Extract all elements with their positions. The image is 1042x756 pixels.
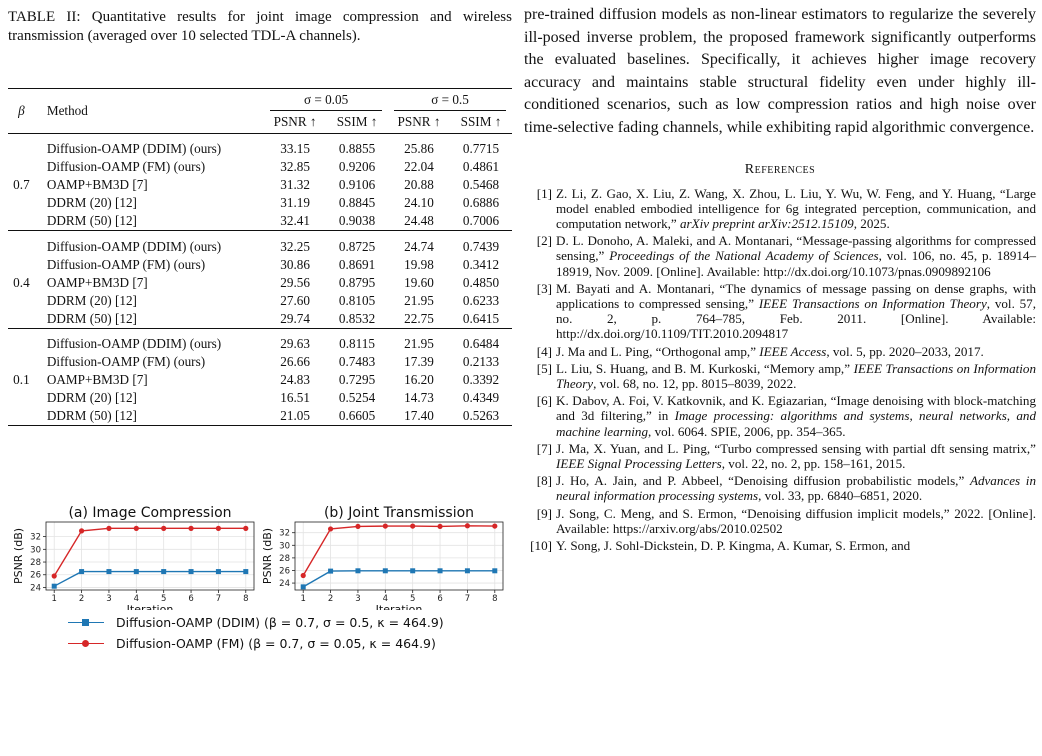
reference-number: [10]	[530, 538, 552, 554]
ssim-cell: 0.8795	[338, 274, 376, 290]
method-cell: Diffusion-OAMP (FM) (ours)	[46, 159, 206, 175]
ssim-cell: 0.4861	[462, 159, 500, 175]
psnr-cell: 22.75	[404, 310, 434, 326]
plot-compression	[12, 505, 254, 610]
reference-item	[524, 538, 1036, 553]
circle-marker-icon	[82, 640, 89, 647]
reference-list	[524, 186, 1036, 554]
beta-cell	[8, 407, 35, 426]
x-tick-label: 8	[243, 594, 249, 604]
ssim-cell: 0.7483	[338, 354, 376, 370]
reference-number: [1]	[536, 185, 552, 201]
sigma-header-2-label: σ = 0.5	[394, 90, 506, 111]
x-axis-label: Iteration	[126, 603, 174, 610]
data-point	[161, 569, 166, 574]
table-row	[8, 176, 512, 194]
reference-venue: IEEE Transactions on Information Theory	[556, 360, 1036, 391]
sigma-header-1	[264, 89, 388, 112]
reference-text: Y. Song, J. Sohl-Dickstein, D. P. Kingma, A. Kumar, S. Ermon, and	[556, 538, 911, 554]
beta-cell	[8, 353, 35, 371]
data-point	[492, 523, 497, 528]
table-header-row-1	[8, 89, 512, 112]
legend-label-ddim: Diffusion-OAMP (DDIM) (β = 0.7, σ = 0.5, κ = 464.9)	[116, 615, 444, 630]
x-tick-label: 5	[160, 594, 167, 604]
reference-details: , vol. 22, no. 2, pp. 158–161, 2015.	[721, 456, 906, 472]
x-tick-label: 4	[133, 594, 140, 604]
ssim-cell: 0.6415	[462, 310, 500, 326]
data-point	[79, 528, 84, 533]
psnr-cell: 24.10	[404, 195, 434, 211]
psnr-cell: 29.63	[264, 328, 326, 353]
ssim-cell: 0.8725	[326, 231, 388, 256]
ssim-cell: 0.9106	[338, 177, 376, 193]
reference-text: J. Song, C. Meng, and S. Ermon, “Denoising diffusion implicit models,” 2022. [Online]. Available: https://arxiv.org/abs/2010.02502	[556, 505, 1036, 536]
reference-venue: IEEE Signal Processing Letters	[556, 456, 722, 472]
legend-item-ddim	[66, 612, 444, 633]
reference-text: J. Ho, A. Jain, and P. Abbeel, “Denoising diffusion probabilistic models,”	[556, 473, 970, 489]
beta-cell	[8, 310, 35, 329]
ssim-header: SSIM ↑	[460, 114, 502, 129]
x-tick-label: 1	[300, 594, 306, 604]
ssim-cell: 0.8532	[338, 310, 376, 326]
psnr-cell: 29.56	[280, 274, 310, 290]
reference-details: , vol. 57, no. 2, p. 764–785, Feb. 2011. [Online]. Available: http://dx.doi.org/10.1109/TIT.2010.2094817	[556, 295, 1036, 342]
table-row	[8, 371, 512, 389]
method-header: Method	[35, 89, 264, 134]
psnr-cell: 16.51	[280, 390, 310, 406]
method-cell: DDRM (20) [12]	[46, 195, 137, 211]
plot-title: (b) Joint Transmission	[323, 505, 475, 521]
psnr-cell: 27.60	[280, 292, 310, 308]
plot-transmission	[261, 505, 503, 610]
psnr-cell: 33.15	[264, 134, 326, 159]
reference-text: M. Bayati and A. Montanari, “The dynamics of message passing on dense graphs, with applications to compressed sensing,”	[556, 280, 1036, 311]
data-point	[79, 569, 84, 574]
ssim-cell: 0.8105	[338, 292, 376, 308]
series-line-fm	[303, 526, 495, 576]
data-point	[243, 526, 248, 531]
beta-header: β	[8, 89, 35, 134]
plot-frame	[46, 522, 254, 590]
reference-item	[524, 233, 1036, 279]
data-point	[301, 584, 306, 589]
table-row	[8, 134, 512, 159]
data-point	[52, 573, 57, 578]
data-point	[492, 568, 497, 573]
data-point	[383, 523, 388, 528]
legend-item-fm	[66, 633, 444, 654]
table-row	[8, 407, 512, 426]
psnr-cell: 22.04	[404, 159, 434, 175]
beta-cell	[8, 256, 35, 274]
reference-details: , vol. 6064. SPIE, 2006, pp. 354–365.	[648, 423, 846, 439]
references-heading-label: References	[744, 161, 816, 177]
table-row	[8, 328, 512, 353]
ssim-cell: 0.6233	[462, 292, 500, 308]
sigma-header-1-label: σ = 0.05	[270, 90, 382, 111]
x-tick-label: 5	[409, 594, 416, 604]
method-cell: OAMP+BM3D [7]	[46, 274, 148, 290]
y-axis-label: PSNR (dB)	[12, 527, 25, 585]
ssim-cell: 0.8691	[338, 256, 376, 272]
reference-details: , vol. 5, pp. 2020–2033, 2017.	[826, 343, 984, 359]
ssim-cell: 0.3392	[462, 372, 500, 388]
psnr-cell: 24.74	[388, 231, 450, 256]
reference-item	[524, 344, 1036, 359]
y-tick-label: 30	[30, 545, 41, 556]
method-cell: DDRM (50) [12]	[46, 213, 137, 229]
y-tick-label: 28	[279, 553, 290, 564]
psnr-cell: 31.19	[280, 195, 310, 211]
ssim-cell: 0.7715	[450, 134, 512, 159]
psnr-cell: 24.83	[280, 372, 310, 388]
data-point	[188, 526, 193, 531]
reference-text: K. Dabov, A. Foi, V. Katkovnik, and K. Egiazarian, “Image denoising with block-matching and 3d filtering,” in	[556, 393, 1036, 424]
reference-venue: IEEE Transactions on Information Theory	[758, 295, 987, 311]
beta-cell	[8, 292, 35, 310]
ssim-cell: 0.6605	[326, 407, 388, 426]
data-point	[134, 526, 139, 531]
data-point	[52, 584, 57, 589]
reference-number: [9]	[536, 505, 552, 521]
psnr-cell: 21.95	[388, 328, 450, 353]
method-cell: OAMP+BM3D [7]	[46, 177, 148, 193]
psnr-cell: 21.05	[264, 407, 326, 426]
reference-venue: Proceedings of the National Academy of Sciences	[609, 248, 879, 264]
reference-text: J. Ma, X. Yuan, and L. Ping, “Turbo compressed sensing with partial dft sensing matrix,”	[556, 440, 1036, 456]
table-row	[8, 212, 512, 231]
method-cell: DDRM (20) [12]	[46, 390, 137, 406]
reference-details: , vol. 33, pp. 6840–6851, 2020.	[758, 488, 923, 504]
beta-cell: 0.7	[13, 177, 30, 193]
psnr-cell: 30.86	[280, 256, 310, 272]
ssim-cell: 0.8115	[326, 328, 388, 353]
x-tick-label: 6	[188, 594, 194, 604]
psnr-cell: 21.95	[404, 292, 434, 308]
psnr-cell: 17.39	[404, 354, 434, 370]
table-row	[8, 353, 512, 371]
beta-cell	[8, 134, 35, 159]
sigma-header-2	[388, 89, 512, 112]
reference-text: D. L. Donoho, A. Maleki, and A. Montanari, “Message-passing algorithms for compressed sensing,”	[556, 233, 1036, 264]
ssim-cell: 0.2133	[462, 354, 500, 370]
reference-details: , vol. 106, no. 45, p. 18914–18919, Nov. 2009. [Online]. Available: http://dx.doi.org/10.1073/pnas.0909892106	[556, 248, 1037, 279]
ssim-cell: 0.8855	[326, 134, 388, 159]
psnr-cell: 19.98	[404, 256, 434, 272]
psnr-header: PSNR ↑	[397, 114, 441, 129]
beta-cell	[8, 194, 35, 212]
plot-frame	[295, 522, 503, 590]
psnr-cell: 26.66	[280, 354, 310, 370]
beta-cell	[8, 212, 35, 231]
data-point	[106, 526, 111, 531]
reference-item	[524, 441, 1036, 471]
beta-cell: 0.4	[13, 274, 30, 290]
beta-cell: 0.1	[13, 372, 30, 388]
ssim-cell: 0.4349	[462, 390, 500, 406]
legend-label-fm: Diffusion-OAMP (FM) (β = 0.7, σ = 0.05, κ = 464.9)	[116, 636, 436, 651]
reference-number: [7]	[536, 440, 552, 456]
ssim-cell: 0.7295	[338, 372, 376, 388]
table-row	[8, 231, 512, 256]
reference-number: [4]	[536, 343, 552, 359]
reference-venue: Image processing: algorithms and systems, neural networks, and machine learning	[556, 408, 1036, 439]
data-point	[383, 568, 388, 573]
right-column	[524, 0, 1036, 555]
method-cell: Diffusion-OAMP (DDIM) (ours)	[35, 231, 264, 256]
method-cell: DDRM (20) [12]	[46, 292, 137, 308]
y-tick-label: 30	[279, 541, 290, 552]
psnr-cell: 24.48	[404, 213, 434, 229]
beta-cell	[8, 158, 35, 176]
psnr-header: PSNR ↑	[273, 114, 317, 129]
x-tick-label: 2	[78, 594, 85, 604]
y-tick-label: 32	[30, 532, 41, 543]
ssim-cell: 0.7006	[462, 213, 500, 229]
data-point	[134, 569, 139, 574]
plot-legend	[66, 612, 444, 654]
x-axis-label: Iteration	[375, 603, 423, 610]
reference-item	[524, 506, 1036, 536]
data-point	[106, 569, 111, 574]
y-tick-label: 26	[279, 566, 290, 577]
ssim-cell: 0.6484	[450, 328, 512, 353]
x-tick-label: 7	[464, 594, 471, 604]
data-point	[328, 526, 333, 531]
y-tick-label: 28	[30, 558, 41, 569]
beta-cell	[8, 231, 35, 256]
data-point	[465, 523, 470, 528]
ssim-cell: 0.5468	[462, 177, 500, 193]
reference-text: L. Liu, S. Huang, and B. M. Kurkoski, “Memory amp,”	[556, 360, 854, 376]
psnr-cell: 19.60	[404, 274, 434, 290]
psnr-cell: 17.40	[388, 407, 450, 426]
psnr-cell: 29.74	[280, 310, 310, 326]
y-axis-label: PSNR (dB)	[261, 527, 274, 585]
table-row	[8, 194, 512, 212]
y-tick-label: 24	[30, 583, 41, 594]
table-row	[8, 274, 512, 292]
results-table	[8, 88, 512, 426]
reference-details: , 2025.	[853, 215, 890, 231]
reference-details: , vol. 68, no. 12, pp. 8015–8039, 2022.	[593, 376, 797, 391]
table-row	[8, 389, 512, 407]
square-marker-icon	[82, 619, 89, 626]
method-cell: DDRM (50) [12]	[46, 310, 137, 326]
x-tick-label: 1	[51, 594, 57, 604]
method-cell: Diffusion-OAMP (FM) (ours)	[46, 354, 206, 370]
psnr-cell: 32.25	[264, 231, 326, 256]
ssim-cell: 0.7439	[450, 231, 512, 256]
psnr-cell: 25.86	[388, 134, 450, 159]
data-point	[161, 526, 166, 531]
reference-text: J. Ma and L. Ping, “Orthogonal amp,”	[556, 343, 760, 359]
series-line-fm	[54, 528, 246, 576]
x-tick-label: 3	[106, 594, 112, 604]
psnr-cell: 31.32	[280, 177, 310, 193]
data-point	[355, 568, 360, 573]
method-cell: DDRM (50) [12]	[35, 407, 264, 426]
data-point	[410, 523, 415, 528]
psnr-cell: 20.88	[404, 177, 434, 193]
method-cell: Diffusion-OAMP (FM) (ours)	[46, 256, 206, 272]
data-point	[438, 568, 443, 573]
x-tick-label: 6	[437, 594, 443, 604]
beta-cell	[8, 328, 35, 353]
ssim-cell: 0.3412	[462, 256, 500, 272]
method-cell: OAMP+BM3D [7]	[46, 372, 148, 388]
reference-number: [8]	[536, 473, 552, 489]
plots-svg	[8, 500, 512, 610]
reference-number: [6]	[536, 393, 552, 409]
reference-venue: arXiv preprint arXiv:2512.15109	[680, 215, 854, 231]
data-point	[189, 569, 194, 574]
data-point	[301, 573, 306, 578]
y-tick-label: 32	[279, 528, 290, 539]
beta-cell	[8, 389, 35, 407]
ssim-cell: 0.8845	[338, 195, 376, 211]
x-tick-label: 2	[327, 594, 334, 604]
ssim-cell: 0.9038	[338, 213, 376, 229]
ssim-header: SSIM ↑	[336, 114, 378, 129]
reference-item	[524, 281, 1036, 342]
data-point	[355, 524, 360, 529]
data-point	[243, 569, 248, 574]
left-column	[8, 0, 512, 651]
reference-item	[524, 186, 1036, 232]
reference-item	[524, 393, 1036, 439]
reference-venue: Advances in neural information processing systems	[556, 473, 1036, 504]
ssim-cell: 0.9206	[338, 159, 376, 175]
plot-title: (a) Image Compression	[68, 505, 232, 521]
ssim-cell: 0.6886	[462, 195, 500, 211]
y-tick-label: 24	[279, 579, 290, 590]
data-point	[465, 568, 470, 573]
reference-number: [2]	[536, 233, 552, 249]
conclusion-paragraph: pre-trained diffusion models as non-linear estimators to regularize the severely ill-posed inverse problem, the proposed framework significantly outperforms the evaluated baselines. Specifically, it achieves higher image recovery accuracy and maintains stable structural fidelity even under highly ill-conditioned scenarios, such as low compression ratios and high noise over time-selective fading channels, while exhibiting rapid algorithmic convergence.	[524, 6, 1036, 136]
psnr-cell: 32.41	[280, 213, 310, 229]
data-point	[216, 569, 221, 574]
psnr-cell: 32.85	[280, 159, 310, 175]
reference-item	[524, 361, 1036, 391]
reference-number: [5]	[536, 360, 552, 376]
table-row	[8, 256, 512, 274]
x-tick-label: 7	[215, 594, 222, 604]
method-cell: Diffusion-OAMP (DDIM) (ours)	[35, 134, 264, 159]
table-caption: TABLE II: Quantitative results for joint image compression and wireless transmission (averaged over 10 selected TDL-A channels).	[8, 9, 512, 44]
data-point	[437, 524, 442, 529]
table-row	[8, 310, 512, 329]
ssim-cell: 0.5263	[450, 407, 512, 426]
x-tick-label: 8	[492, 594, 498, 604]
psnr-cell: 14.73	[404, 390, 434, 406]
reference-item	[524, 473, 1036, 503]
table-row	[8, 292, 512, 310]
data-point	[216, 526, 221, 531]
table-row	[8, 158, 512, 176]
reference-number: [3]	[536, 280, 552, 296]
ssim-cell: 0.4850	[462, 274, 500, 290]
y-tick-label: 26	[30, 570, 41, 581]
references-heading	[524, 162, 1036, 178]
psnr-cell: 16.20	[404, 372, 434, 388]
method-cell: Diffusion-OAMP (DDIM) (ours)	[35, 328, 264, 353]
data-point	[328, 569, 333, 574]
reference-text: Z. Li, Z. Gao, X. Liu, Z. Wang, X. Zhou, L. Liu, Y. Wu, W. Feng, and Y. Huang, “Large model enabled embodied intelligence for 6g integrated perception, communication, and computation network,”	[556, 185, 1036, 231]
x-tick-label: 3	[355, 594, 361, 604]
reference-venue: IEEE Access	[759, 343, 827, 359]
ssim-cell: 0.5254	[338, 390, 376, 406]
data-point	[410, 568, 415, 573]
x-tick-label: 4	[382, 594, 389, 604]
